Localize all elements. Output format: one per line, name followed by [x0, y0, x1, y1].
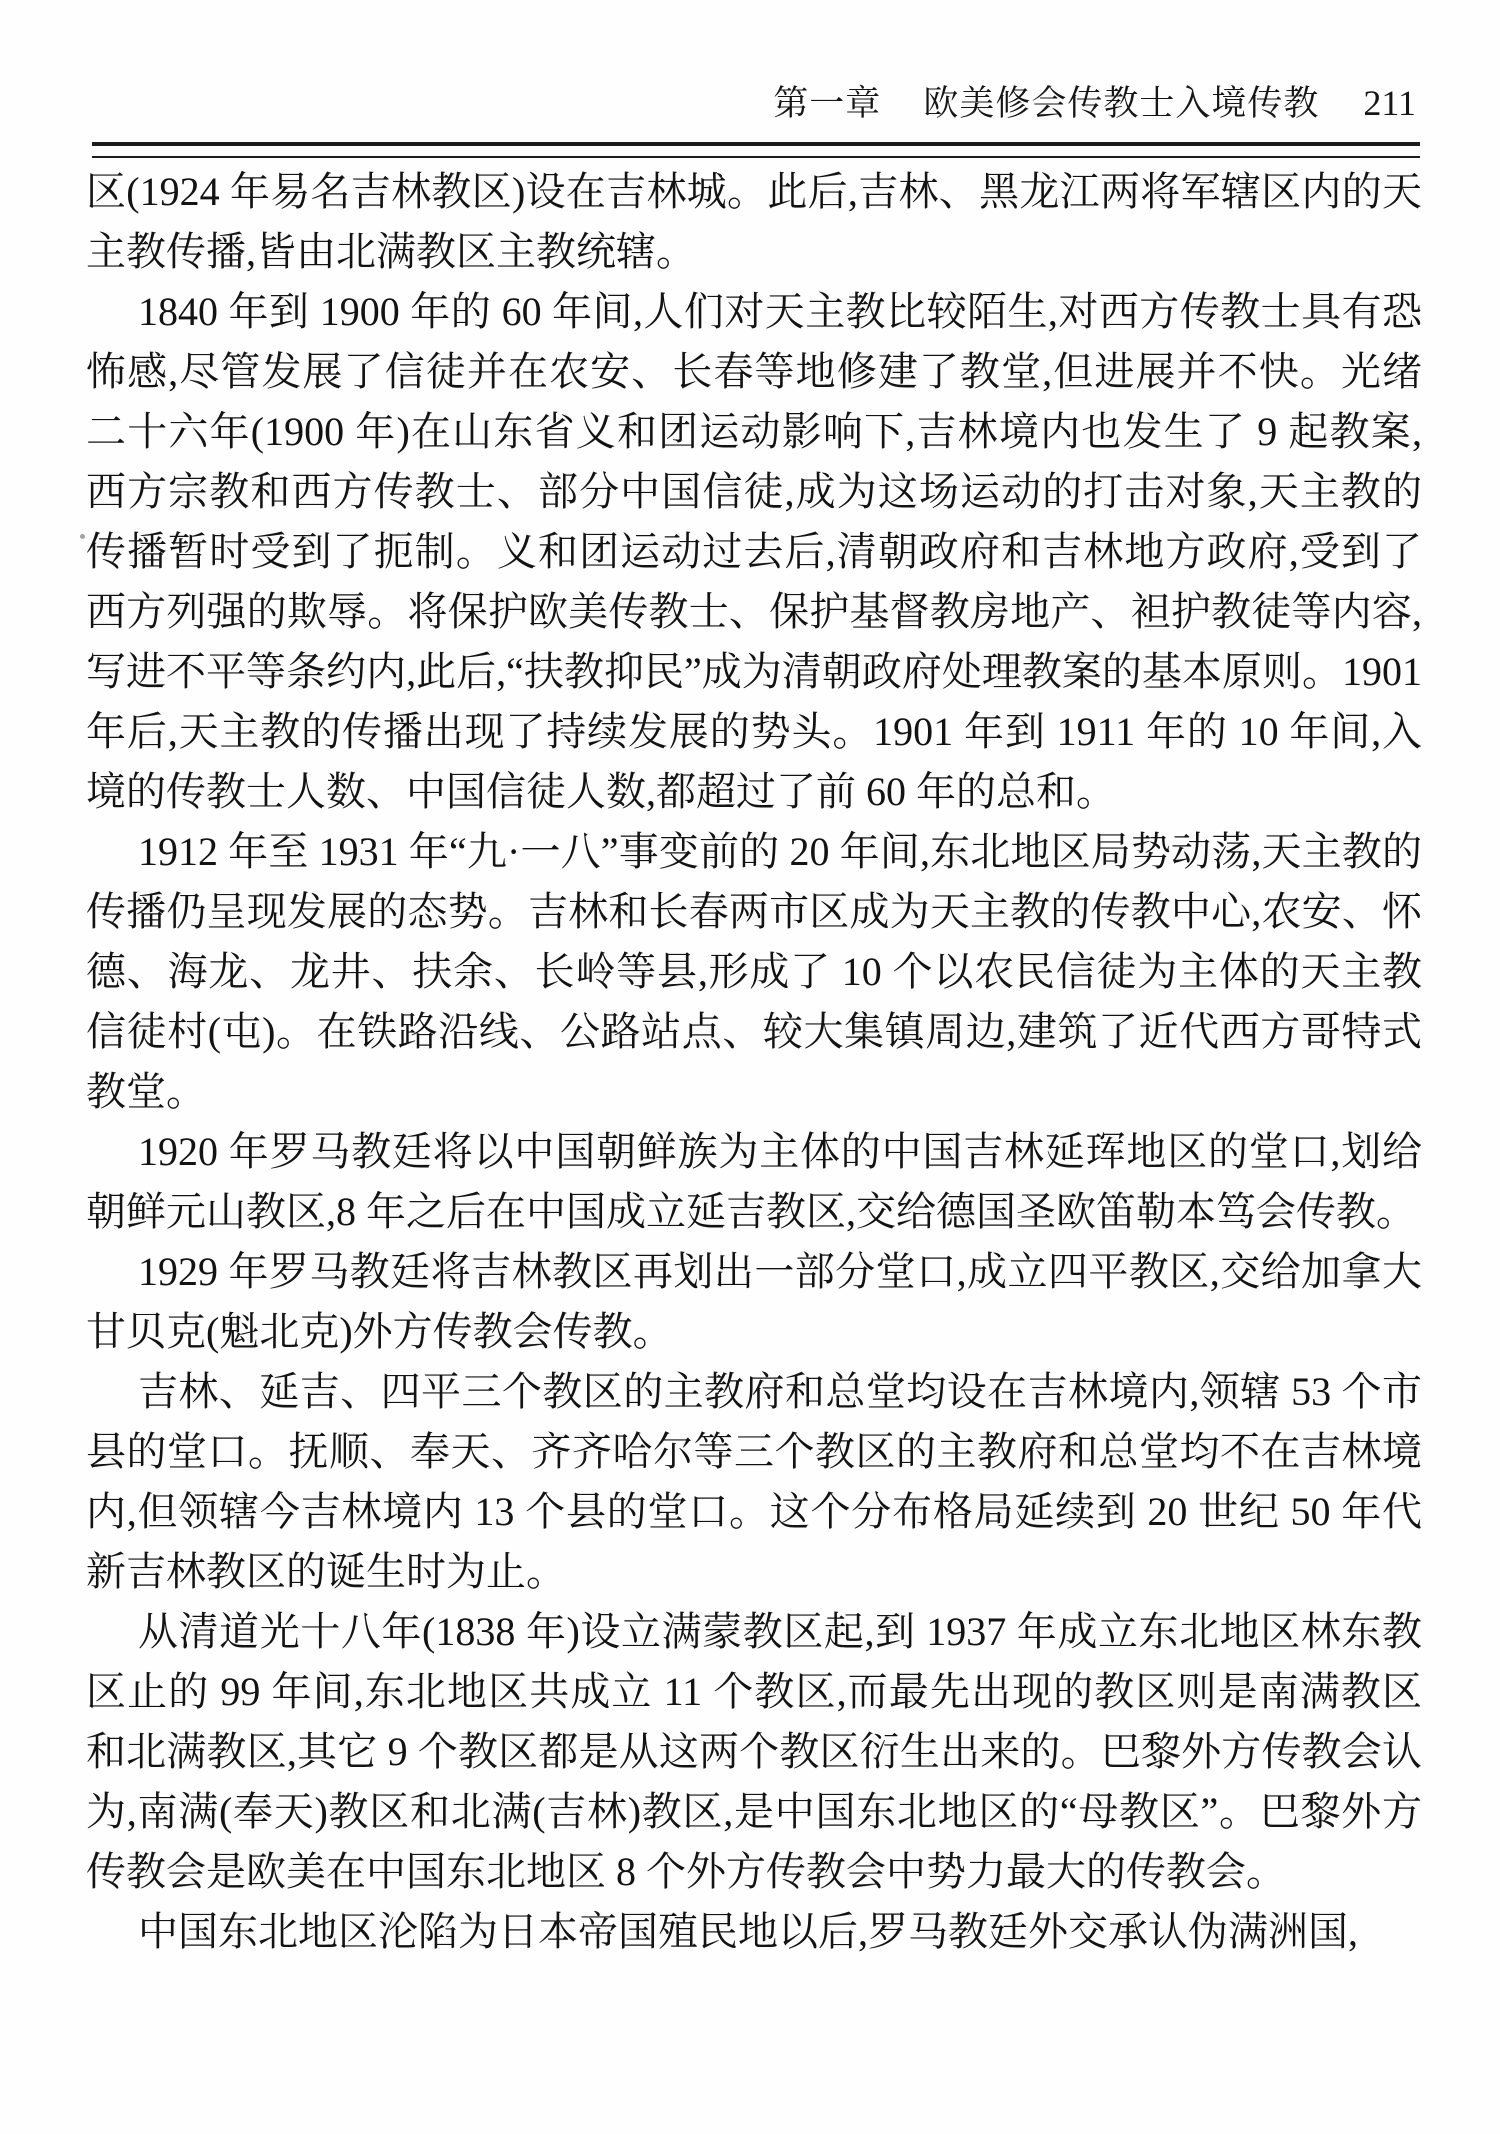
running-header	[90, 76, 1416, 126]
chapter-label: 第一章	[773, 84, 882, 123]
chapter-title: 欧美修会传教士入境传教	[923, 84, 1320, 123]
paragraph: 1929 年罗马教廷将吉林教区再划出一部分堂口,成立四平教区,交给加拿大甘贝克(魁北克)外方传教会传教。	[86, 1249, 1422, 1354]
paragraph-continues-next-page: 中国东北地区沦陷为日本帝国殖民地以后,罗马教廷外交承认伪满洲国,	[138, 1909, 1358, 1954]
paragraph: 1840 年到 1900 年的 60 年间,人们对天主教比较陌生,对西方传教士具有恐怖感,尽管发展了信徒并在农安、长春等地修建了教堂,但进展并不快。光绪二十六年(1900 年)在山东省义和团运动影响下,吉林境内也发生了 9 起教案,西方宗教和西方传教士、部分中国信徒,成为这场运动的打击对象,天主教的传播暂时受到了扼制。义和团运动过去后,清朝政府和吉林地方政府,受到了西方列强的欺辱。将保护欧美传教士、保护基督教房地产、袒护教徒等内容,写进不平等条约内,此后,“扶教抑民”成为清朝政府处理教案的基本原则。1901 年后,天主教的传播出现了持续发展的势头。1901 年到 1911 年的 10 年间,入境的传教士人数、中国信徒人数,都超过了前 60 年的总和。	[86, 289, 1422, 814]
paragraph: 1912 年至 1931 年“九·一八”事变前的 20 年间,东北地区局势动荡,天主教的传播仍呈现发展的态势。吉林和长春两市区成为天主教的传教中心,农安、怀德、海龙、龙井、扶余、长岭等县,形成了 10 个以农民信徒为主体的天主教信徒村(屯)。在铁路沿线、公路站点、较大集镇周边,建筑了近代西方哥特式教堂。	[86, 829, 1422, 1114]
paragraph: 从清道光十八年(1838 年)设立满蒙教区起,到 1937 年成立东北地区林东教区止的 99 年间,东北地区共成立 11 个教区,而最先出现的教区则是南满教区和北满教区,其它 9 个教区都是从这两个教区衍生出来的。巴黎外方传教会认为,南满(奉天)教区和北满(吉林)教区,是中国东北地区的“母教区”。巴黎外方传教会是欧美在中国东北地区 8 个外方传教会中势力最大的传教会。	[86, 1609, 1422, 1894]
paragraph: 1920 年罗马教廷将以中国朝鲜族为主体的中国吉林延珲地区的堂口,划给朝鲜元山教区,8 年之后在中国成立延吉教区,交给德国圣欧笛勒本笃会传教。	[86, 1129, 1422, 1234]
page-number: 211	[1363, 83, 1416, 123]
header-rule	[92, 142, 1420, 158]
paragraph-continuation: 区(1924 年易名吉林教区)设在吉林城。此后,吉林、黑龙江两将军辖区内的天主教传播,皆由北满教区主教统辖。	[86, 169, 1422, 274]
paragraph: 吉林、延吉、四平三个教区的主教府和总堂均设在吉林境内,领辖 53 个市县的堂口。抚顺、奉天、齐齐哈尔等三个教区的主教府和总堂均不在吉林境内,但领辖今吉林境内 13 个县的堂口。这个分布格局延续到 20 世纪 50 年代新吉林教区的诞生时为止。	[86, 1369, 1422, 1594]
scan-artifact-dot	[80, 534, 85, 539]
body-text	[86, 162, 1422, 1962]
